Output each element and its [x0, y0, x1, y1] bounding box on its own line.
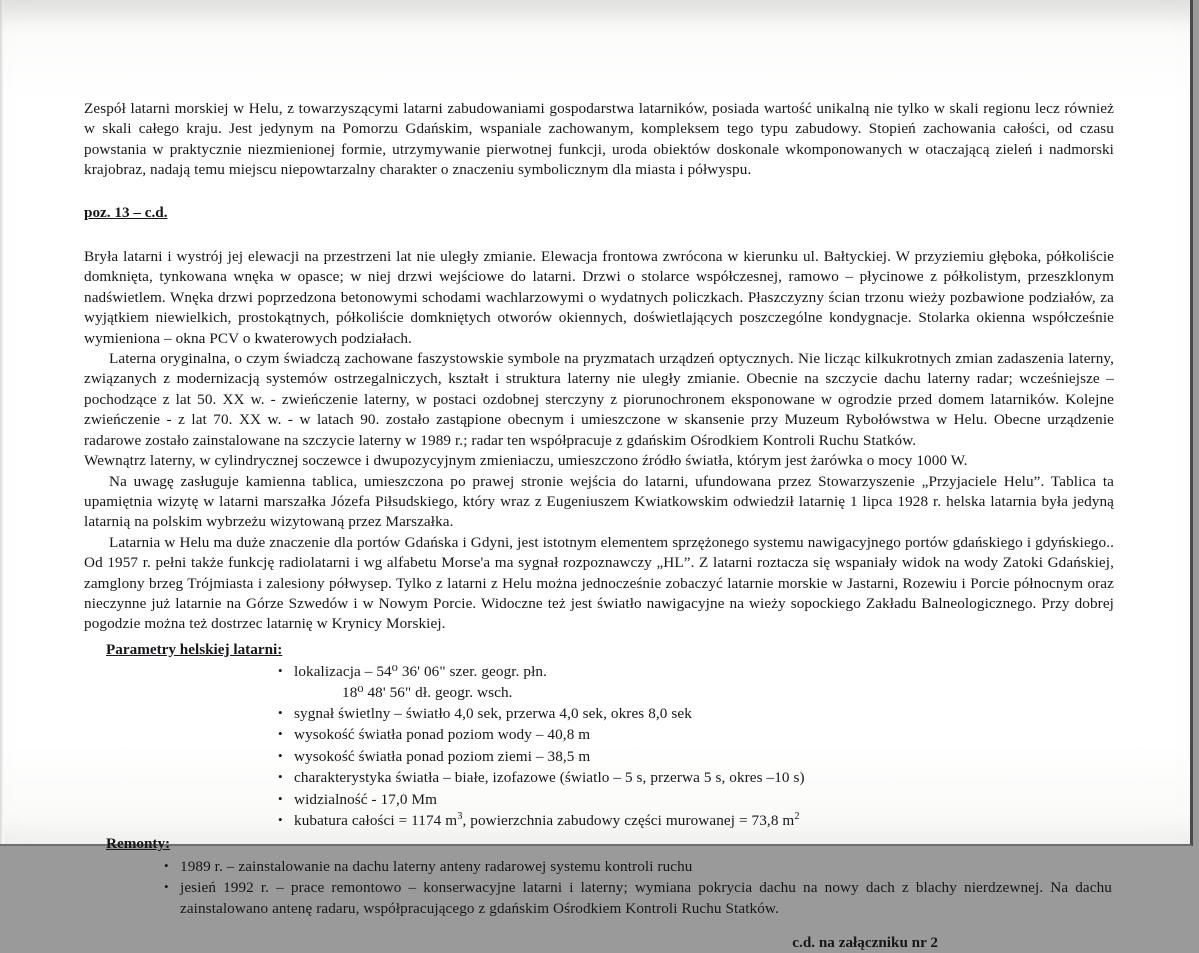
parameter-kubatura-exponent: 3	[457, 810, 463, 822]
parameter-kubatura-prefix: kubatura całości = 1174 m	[294, 812, 458, 829]
paragraph-znaczenie: Latarnia w Helu ma duże znaczenie dla portów Gdańska i Gdyni, jest istotnym elementem sprzężonego systemu nawigacyjnego portów gdańskiego i gdyńskiego.. Od 1957 r. pełni także funkcję radiolatarni i wg alfabetu Morse'a ma sygnał rozpoznawczy „HL”. Z latarni roztacza się wspaniały widok na wody Zatoki Gdańskiej, zamglony brzeg Trójmiasta i zalesiony półwysep. Tylko z latarni z Helu można jednocześnie zobaczyć latarnie morskie w Jastarni, Rozewiu i Porcie północnym oraz nieczynne już latarnie na Górze Szwedów i w Nowym Porcie. Widoczne też jest światło nawigacyjne na wieży sopockiego Zakładu Balneologicznego. Przy dobrej pogodzie można też dostrzec latarnię w Krynicy Morskiej.	[84, 533, 1114, 633]
list-item: • 1989 r. – zainstalowanie na dachu laterny anteny radarowej systemu kontroli ruchu	[164, 857, 1114, 877]
heading-remonty: Remonty:	[106, 835, 171, 853]
list-item: • charakterystyka światła – białe, izofazowe (światlo – 5 s, przerwa 5 s, okres –10 s)	[278, 768, 1114, 788]
list-item	[278, 811, 1114, 831]
list-item: • wysokość światła ponad poziom ziemi – 38,5 m	[278, 747, 1114, 767]
heading-poz-block	[84, 203, 1114, 223]
list-item: • sygnał świetlny – światło 4,0 sek, przerwa 4,0 sek, okres 8,0 sek	[278, 704, 1114, 724]
paragraph-intro: Zespół latarni morskiej w Helu, z towarzyszącymi latarni zabudowaniami gospodarstwa latarników, posiada wartość unikalną nie tylko w skali regionu lecz również w skali całego kraju. Jest jedynym na Pomorzu Gdańskim, wspaniale zachowanym, kompleksem tego typu zabudowy. Stopień zachowania całości, od czasu powstania w praktycznie niezmienionej formie, utrzymywanie pierwotnej funkcji, uroda obiektów doskonale wkomponowanych w otaczającą zieleń i nadmorski krajobraz, nadają temu miejscu niepowtarzalny charakter o znaczeniu symbolicznym dla miasta i półwyspu.	[84, 100, 1114, 179]
parameter-lokalizacja-line1: • lokalizacja – 54⁰ 36' 06" szer. geogr. płn.	[294, 663, 547, 681]
paragraph-bryla: Bryła latarni i wystrój jej elewacji na przestrzeni lat nie uległy zmianie. Elewacja frontowa zwrócona w kierunku ul. Bałtyckiej. W przyziemiu głęboka, półkoliście domknięta, tynkowana wnęka w opasce; w niej drzwi wejściowe do latarni. Drzwi o stolarce współczesnej, ramowo – płycinowe z półkolistym, przeszklonym nadświetlem. Wnęka drzwi poprzedzona betonowymi schodami wachlarzowymi o wydatnych policzkach. Płaszczyzny ścian trzonu wieży pozbawione podziałów, za wyjątkiem niewielkich, prostokątnych, półkoliście domkniętych otworów okiennych, doświetlających poszczególne kondygnacje. Stolarka okienna współcześnie wymieniona – okna PCV o kwaterowych podziałach.	[84, 248, 1114, 347]
page-content	[84, 99, 1114, 953]
parameters-list	[278, 662, 1114, 831]
paragraph-tablica: Na uwagę zasługuje kamienna tablica, umieszczona po prawej stronie wejścia do latarni, ufundowana przez Stowarzyszenie „Przyjaciele Helu”. Tablica ta upamiętnia wizytę w latarni marszałka Józefa Piłsudskiego, który wraz z Eugeniuszem Kwiatkowskim odwiedził latarnię 1 lipca 1928 r. helska latarnia była jedyną latarnią na polskim wybrzeżu wizytowaną przez Marszałka.	[84, 472, 1114, 531]
heading-poz-13: poz. 13 – c.d.	[84, 203, 168, 221]
list-item: • jesień 1992 r. – prace remontowo – konserwacyjne latarni i laterny; wymiana pokrycia dachu na nowy dach z blachy nierdzewnej. Na dachu zainstalowano antenę radaru, współpracującego z gdańskim Ośrodkiem Kontroli Ruchu Statków.	[164, 878, 1114, 919]
list-item: • wysokość światła ponad poziom wody – 40,8 m	[278, 725, 1114, 745]
continuation-note: c.d. na załączniku nr 2	[792, 934, 938, 952]
parameter-lokalizacja-line2: 18⁰ 48' 56" dł. geogr. wsch.	[342, 683, 513, 701]
list-item: • widzialność - 17,0 Mm	[278, 790, 1114, 810]
heading-remonty-block	[106, 834, 1114, 854]
heading-parametry-block	[106, 640, 1114, 660]
paragraph-wewnatrz: Wewnątrz laterny, w cylindrycznej soczewce i dwupozycyjnym zmieniaczu, umieszczono źródło światła, którym jest żarówka o mocy 1000 W.	[84, 452, 968, 470]
parameter-kubatura-mid: , powierzchnia zabudowy części murowanej = 73,8 m	[462, 812, 795, 829]
repairs-list	[164, 857, 1114, 919]
paragraph-laterna: Laterna oryginalna, o czym świadczą zachowane faszystowskie symbole na pryzmatach urządzeń optycznych. Nie licząc kilkukrotnych zmian zadaszenia laterny, związanych z modernizacją systemów ostrzegalniczych, kształt i struktura laterny nie uległy zmianie. Obecnie na szczycie dachu laterny radar; wcześniejsze – pochodzące z lat 50. XX w. - zwieńczenie laterny, w postaci ozdobnej sterczyny z piorunochronem eksponowane w ogrodzie przed domem latarników. Kolejne zwieńczenie - z lat 70. XX w. - w latach 90. zostało zastąpione obecnym i umieszczone w skansenie przy Muzeum Rybołówstwa w Helu. Obecne urządzenie radarowe zostało zainstalowane na szczycie laterny w 1989 r.; radar ten współpracuje z gdańskim Ośrodkiem Kontroli Ruchu Statków.	[84, 350, 1114, 449]
heading-parametry: Parametry helskiej latarni:	[106, 640, 283, 658]
parameter-powierzchnia-exponent: 2	[794, 810, 800, 822]
list-item	[278, 662, 1114, 703]
